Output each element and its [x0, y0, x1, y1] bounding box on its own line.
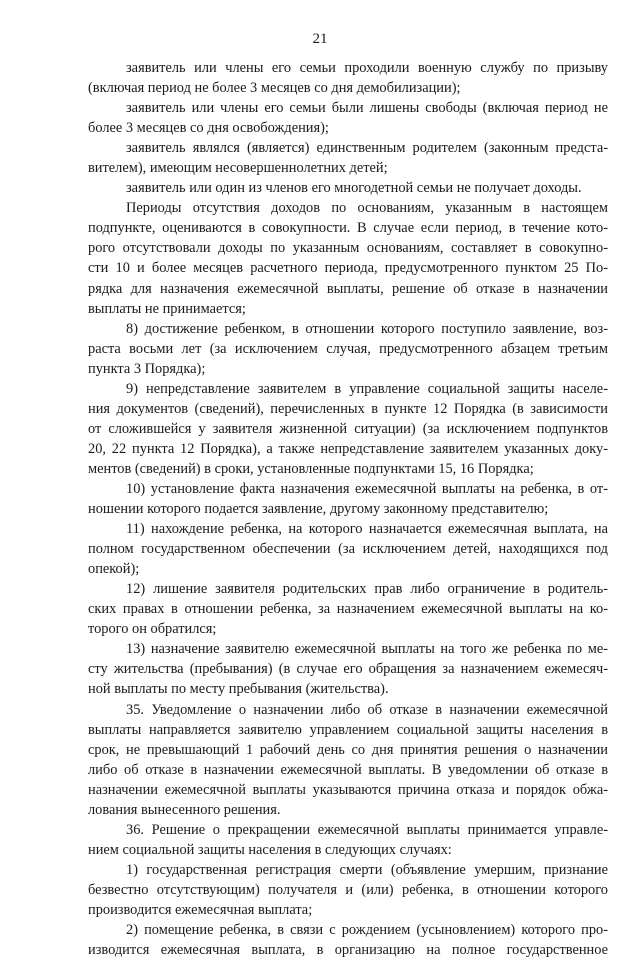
text-line: 20, 22 пункта 12 Порядка), а также непредставление заявителем указанных доку-: [88, 440, 608, 457]
text-line: 12) лишение заявителя родительских прав либо ограничение в родитель-: [126, 581, 608, 598]
text-line: срок, не превышающий 1 рабочий день со дня принятия решения о назначении: [88, 741, 608, 758]
text-line: 36. Решение о прекращении ежемесячной выплаты принимается управле-: [126, 821, 608, 838]
text-line: изводится ежемесячная выплата, в организацию на полное государственное: [88, 942, 608, 959]
text-line: пункта 3 Порядка);: [88, 360, 206, 377]
text-line: 11) нахождение ребенка, на которого назначается ежемесячная выплата, на: [126, 521, 608, 538]
text-line: торого он обратился;: [88, 621, 217, 638]
text-line: производится ежемесячная выплата;: [88, 901, 313, 918]
text-line: сту жительства (пребывания) (в случае его обращения за назначением ежемесяч-: [88, 661, 608, 678]
text-line: от сложившейся у заявителя жизненной ситуации) (за исключением подпунктов: [88, 420, 608, 437]
text-line: ских правах в отношении ребенка, за назначением ежемесячной выплаты на ко-: [88, 601, 608, 618]
text-line: рого отсутствовали доходы по указанным основаниям, составляет в совокупно-: [88, 240, 608, 257]
page-number: 21: [312, 31, 328, 47]
text-line: 35. Уведомление о назначении либо об отказе в назначении ежемесячной: [126, 701, 608, 718]
text-line: 13) назначение заявителю ежемесячной выплаты на того же ребенка по ме-: [126, 641, 608, 658]
text-line: выплаты не принимается;: [88, 300, 246, 317]
text-line: назначении ежемесячной выплаты указываются причина отказа и порядок обжа-: [88, 781, 608, 798]
text-line: 9) непредставление заявителем в управление социальной защиты населе-: [126, 380, 608, 397]
text-line: заявитель или члены его семьи проходили военную службу по призыву: [126, 60, 608, 76]
text-line: 2) помещение ребенка, в связи с рождением (усыновлением) которого про-: [126, 922, 608, 939]
text-line: лования вынесенного решения.: [88, 801, 281, 818]
text-line: рядка для назначения ежемесячной выплаты, решение об отказе в назначении: [88, 280, 608, 297]
text-line: либо об отказе в назначении ежемесячной выплаты. В уведомлении об отказе в: [88, 761, 608, 778]
text-line: заявитель или члены его семьи были лишены свободы (включая период не: [126, 100, 608, 117]
text-line: ментов (сведений) в сроки, установленные подпунктами 15, 16 Порядка;: [88, 460, 534, 477]
text-line: полном государственном обеспечении (за исключением детей, находящихся под: [88, 541, 608, 558]
text-line: более 3 месяцев со дня освобождения);: [88, 120, 329, 137]
text-line: 10) установление факта назначения ежемесячной выплаты на ребенка, в от-: [126, 480, 608, 497]
text-line: безвестно отсутствующим) получателя и (или) ребенка, в отношении которого: [88, 881, 608, 898]
text-line: ния документов (сведений), перечисленных в пункте 12 Порядка (в зависимости: [88, 400, 608, 417]
text-line: (включая период не более 3 месяцев со дня демобилизации);: [88, 80, 461, 97]
text-line: Периоды отсутствия доходов по основаниям, указанным в настоящем: [126, 200, 608, 217]
text-line: вителем), имеющим несовершеннолетних детей;: [88, 160, 388, 177]
text-line: опекой);: [88, 561, 140, 578]
text-line: заявитель являлся (является) единственным родителем (законным предста-: [126, 140, 608, 157]
text-line: сти 10 и более месяцев расчетного периода, предусмотренного пунктом 25 По-: [88, 260, 608, 277]
text-line: 1) государственная регистрация смерти (объявление умершим, признание: [126, 861, 608, 878]
text-line: ношении которого подается заявление, другому законному представителю;: [88, 501, 549, 518]
document-body: [88, 58, 608, 960]
text-line: ной выплаты по месту пребывания (жительства).: [88, 681, 389, 698]
text-line: 8) достижение ребенком, в отношении которого поступило заявление, воз-: [126, 320, 608, 337]
text-line: подпункте, оцениваются в совокупности. В случае если период, в течение кото-: [88, 220, 608, 237]
text-line: нием социальной защиты населения в следующих случаях:: [88, 841, 452, 858]
text-line: выплаты направляется заявителю управлением социальной защиты населения в: [88, 721, 608, 738]
text-line: раста восьми лет (за исключением случая, предусмотренного абзацем третьим: [88, 340, 608, 357]
text-line: заявитель или один из членов его многодетной семьи не получает доходы.: [126, 180, 582, 197]
